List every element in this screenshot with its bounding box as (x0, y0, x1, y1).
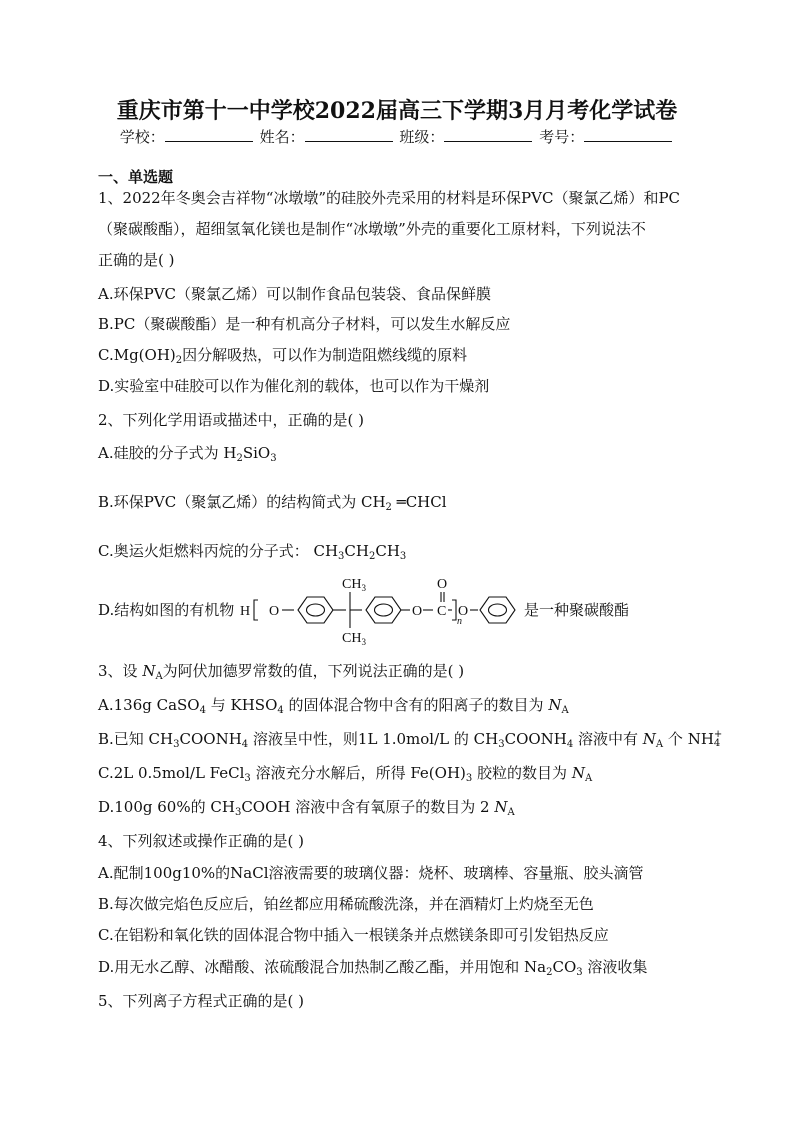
name-blank[interactable] (305, 129, 393, 142)
struct-repeat-n: n (457, 616, 462, 627)
struct-c-atom: C (437, 604, 447, 619)
struct-o-atom-1: O (269, 604, 280, 619)
q5-stem: 5、下列离子方程式正确的是( ) (98, 992, 305, 1010)
class-field[interactable]: 班级： (399, 126, 534, 147)
q3-stem: 3、设 $N_A$为阿伏加德罗常数的值，下列说法正确的是( ) (98, 662, 465, 682)
q2-option-d-label[interactable]: D.结构如图的有机物 (98, 601, 235, 619)
q2-option-a[interactable]: A.硅胶的分子式为 $H_2SiO_3$ (98, 444, 277, 464)
q1-stem-line2: （聚碳酸酯），超细氢氧化镁也是制作“冰墩墩”外壳的重要化工原材料，下列说法不 (98, 220, 646, 238)
q3-option-c[interactable]: C.2L 0.5mol/L FeCl$_3$ 溶液充分水解后，所得 $Fe(OH)_3$ 胶粒的数目为 $N_A$ (98, 764, 593, 784)
q4-option-b[interactable]: B.每次做完焰色反应后，铂丝都应用稀硫酸洗涤，并在酒精灯上灼烧至无色 (98, 895, 594, 913)
name-field[interactable]: 姓名： (260, 126, 395, 147)
struct-h-atom: H (240, 604, 251, 619)
q3-option-a[interactable]: A.136g CaSO$_4$ 与 $KHSO_4$ 的固体混合物中含有的阳离子的数目为 $N_A$ (98, 696, 569, 716)
q1-stem-line1: 1、2022年冬奥会吉祥物“冰墩墩”的硅胶外壳采用的材料是环保PVC（聚氯乙烯）和PC (98, 189, 681, 207)
school-field[interactable]: 学校： (120, 126, 255, 147)
struct-o-atom-3: O (458, 604, 469, 619)
q2-stem: 2、下列化学用语或描述中，正确的是( ) (98, 411, 365, 429)
struct-methyl-top: $CH_3$ (342, 577, 366, 593)
q1-option-a[interactable]: A.环保PVC（聚氯乙烯）可以制作食品包装袋、食品保鲜膜 (98, 285, 492, 303)
section-heading: 一、单选题 (98, 168, 174, 186)
q1-option-d[interactable]: D.实验室中硅胶可以作为催化剂的载体，也可以作为干燥剂 (98, 377, 490, 395)
struct-methyl-bottom: $CH_3$ (342, 631, 366, 647)
q3-option-b[interactable]: B.已知 $CH_3COONH_4$ 溶液呈中性，则1L 1.0mol/L 的 $CH_3COONH_4$ 溶液中有 $N_A$ 个 NH + 4 (98, 729, 723, 750)
q2-option-b[interactable]: B.环保PVC（聚氯乙烯）的结构简式为 $CH_2$ ═CHCl (98, 493, 447, 513)
page-title: 重庆市第十一中学校2022届高三下学期3月月考化学试卷 (116, 98, 678, 124)
struct-o-atom-2: O (412, 604, 423, 619)
exam-number-blank[interactable] (584, 129, 672, 142)
q4-option-c[interactable]: C.在铝粉和氧化铁的固体混合物中插入一根镁条并点燃镁条即可引发铝热反应 (98, 926, 609, 944)
struct-o-atom-carbonyl: O (437, 577, 448, 592)
polycarbonate-structure-diagram (238, 572, 528, 648)
school-blank[interactable] (165, 129, 253, 142)
q2-option-c[interactable]: C.奥运火炬燃料丙烷的分子式： $CH_3CH_2CH_3$ (98, 542, 407, 562)
student-info-row (0, 126, 794, 147)
q3-option-d[interactable]: D.100g 60%的 $CH_3COOH$ 溶液中含有氧原子的数目为 2 $N_A$ (98, 798, 515, 818)
q1-stem-line3: 正确的是( ) (98, 251, 175, 269)
q4-stem: 4、下列叙述或操作正确的是( ) (98, 832, 305, 850)
q1-option-b[interactable]: B.PC（聚碳酸酯）是一种有机高分子材料，可以发生水解反应 (98, 315, 511, 333)
exam-number-field[interactable]: 考号： (539, 126, 674, 147)
class-blank[interactable] (444, 129, 532, 142)
q4-option-d[interactable]: D.用无水乙醇、冰醋酸、浓硫酸混合加热制乙酸乙酯，并用饱和 $Na_2CO_3$ 溶液收集 (98, 958, 648, 978)
q2-option-d-tail: 是一种聚碳酸酯 (524, 601, 630, 619)
q4-option-a[interactable]: A.配制100g10%的NaCl溶液需要的玻璃仪器：烧杯、玻璃棒、容量瓶、胶头滴管 (98, 864, 644, 882)
q1-option-c[interactable]: $C.Mg(OH)_2$因分解吸热，可以作为制造阻燃线缆的原料 (98, 346, 468, 366)
